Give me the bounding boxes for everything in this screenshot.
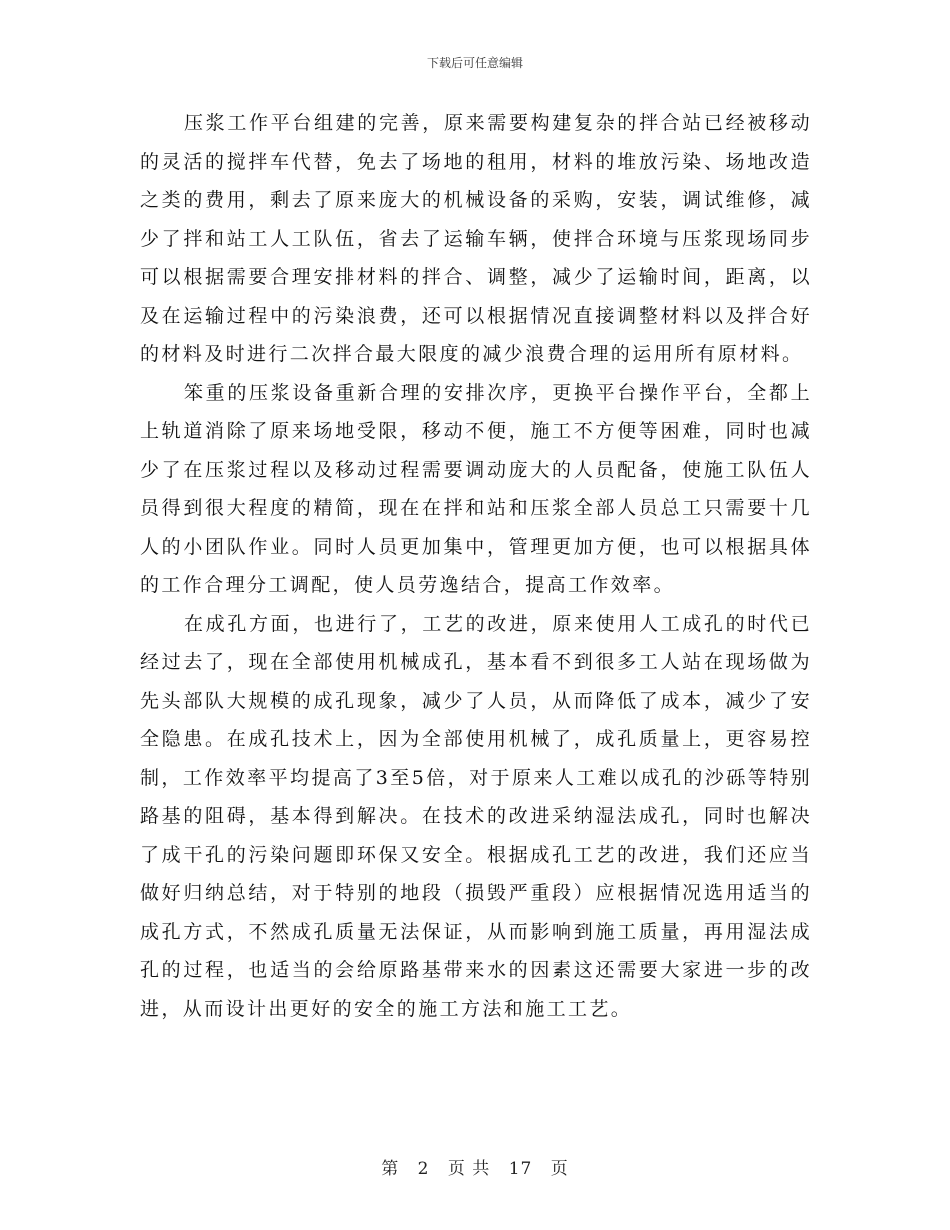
document-body	[140, 104, 812, 1028]
paragraph-2: 笨重的压浆设备重新合理的安排次序，更换平台操作平台，全都上上轨道消除了原来场地受限，移动不便，施工不方便等困难，同时也减少了在压浆过程以及移动过程需要调动庞大的人员配备，使施工队伍人员得到很大程度的精简，现在在拌和站和压浆全部人员总工只需要十几人的小团队作业。同时人员更加集中，管理更加方便，也可以根据具体的工作合理分工调配，使人员劳逸结合，提高工作效率。	[140, 381, 812, 596]
paragraph-3: 在成孔方面，也进行了，工艺的改进，原来使用人工成孔的时代已经过去了，现在全部使用机械成孔，基本看不到很多工人站在现场做为先头部队大规模的成孔现象，减少了人员，从而降低了成本，减少了安全隐患。在成孔技术上，因为全部使用机械了，成孔质量上，更容易控制，工作效率平均提高了3至5倍，对于原来人工难以成孔的沙砾等特别路基的阻碍，基本得到解决。在技术的改进采纳湿法成孔，同时也解决了成干孔的污染问题即环保又安全。根据成孔工艺的改进，我们还应当做好归纳总结，对于特别的地段（损毁严重段）应根据情况选用适当的成孔方式，不然成孔质量无法保证，从而影响到施工质量，再用湿法成孔的过程，也适当的会给原路基带来水的因素这还需要大家进一步的改进，从而设计出更好的安全的施工方法和施工工艺。	[140, 612, 812, 1020]
page-number-mid: 页 共	[447, 1159, 491, 1179]
page-number-total: 17	[508, 1159, 533, 1179]
page-number-current: 2	[417, 1159, 430, 1179]
page-header: 下载后可任意编辑	[426, 56, 523, 70]
paragraph-1: 压浆工作平台组建的完善，原来需要构建复杂的拌合站已经被移动的灵活的搅拌车代替，免去了场地的租用，材料的堆放污染、场地改造之类的费用，剩去了原来庞大的机械设备的采购，安装，调试维修，减少了拌和站工人工队伍，省去了运输车辆，使拌合环境与压浆现场同步可以根据需要合理安排材料的拌合、调整，减少了运输时间，距离，以及在运输过程中的污染浪费，还可以根据情况直接调整材料以及拌合好的材料及时进行二次拌合最大限度的减少浪费合理的运用所有原材料。	[140, 112, 812, 365]
page-number-suffix: 页	[550, 1159, 569, 1179]
page-number-prefix: 第	[381, 1159, 400, 1179]
page-footer	[0, 1154, 950, 1179]
